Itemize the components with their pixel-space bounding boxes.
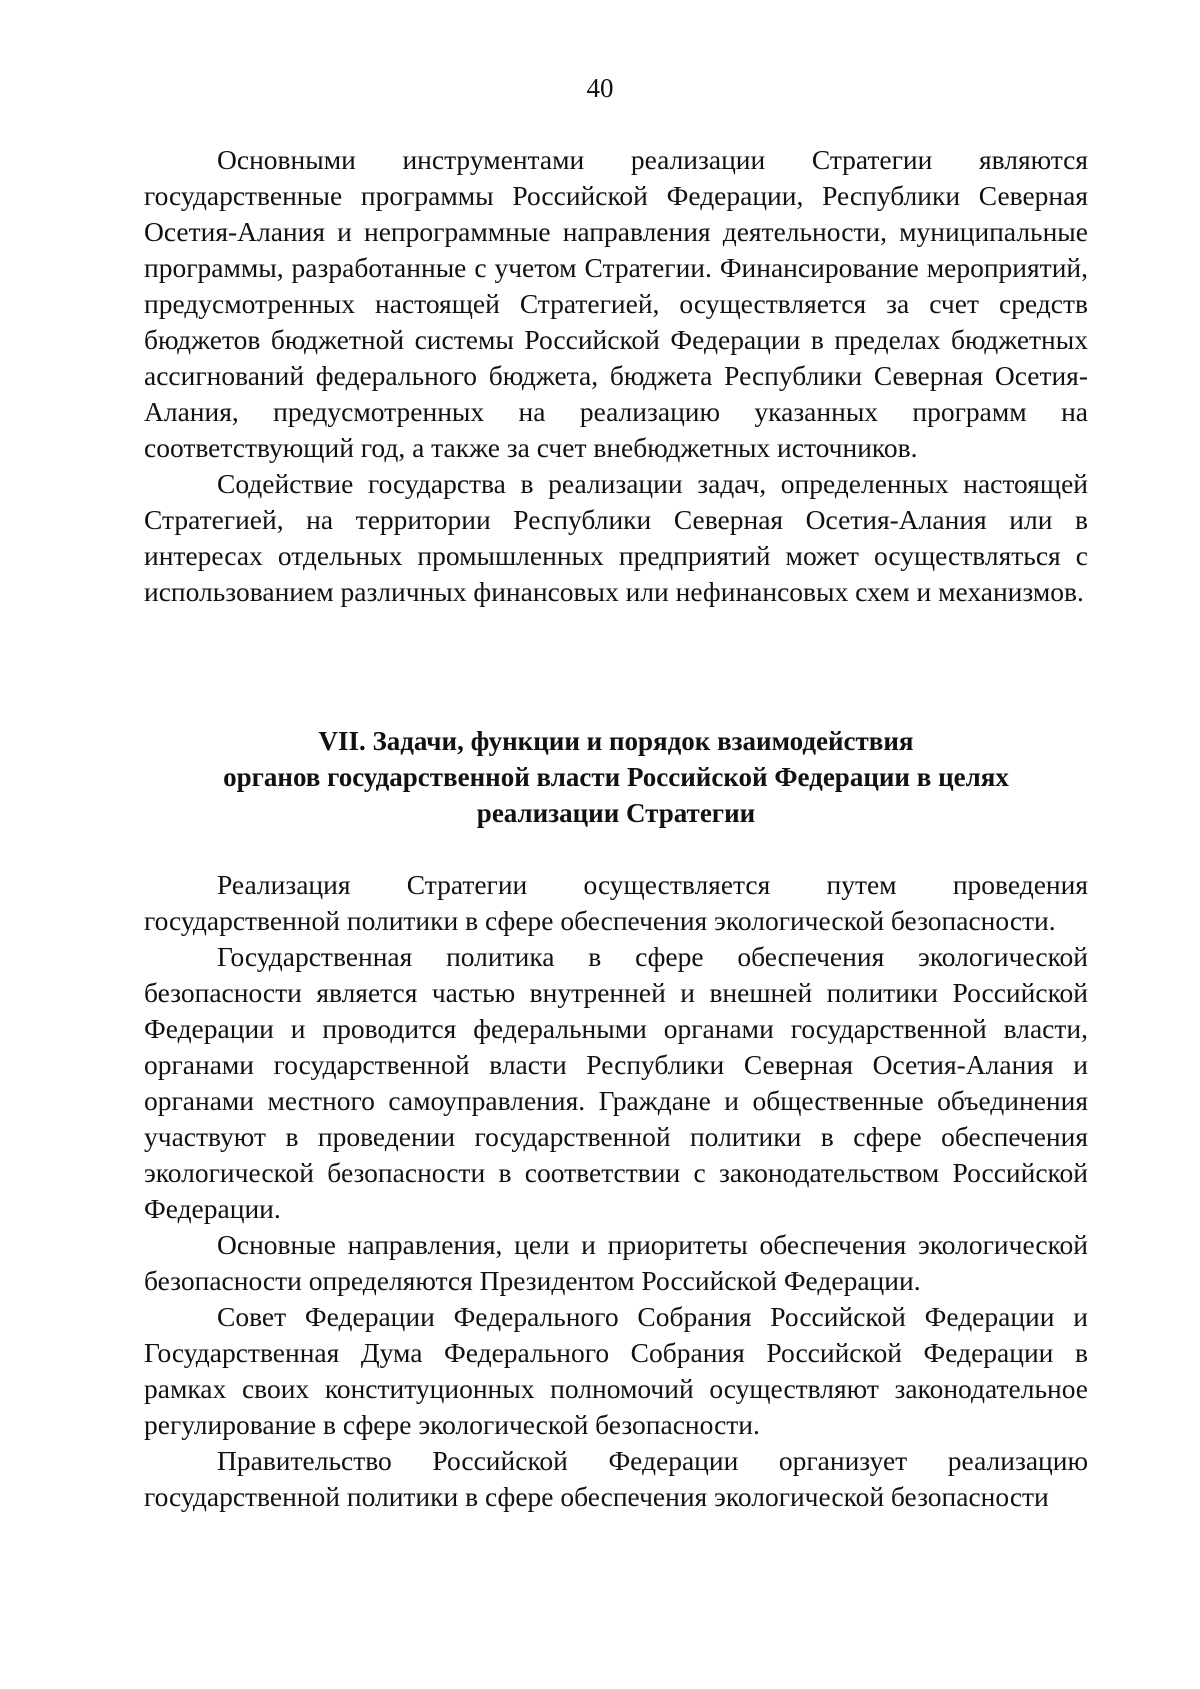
paragraph-implementation: Реализация Стратегии осуществляется путем проведения государственной политики в сфере обеспечения экологической безопасности. [144, 869, 1088, 936]
page-number: 40 [586, 73, 614, 103]
paragraph-federal-assembly: Совет Федерации Федерального Собрания Российской Федерации и Государственная Дума Федерального Собрания Российской Федерации в рамках своих конституционных полномочий осуществляют законодательное регулирование в сфере экологической безопасности. [144, 1301, 1088, 1440]
paragraph-president: Основные направления, цели и приоритеты обеспечения экологической безопасности определяются Президентом Российской Федерации. [144, 1229, 1088, 1296]
paragraph-instruments: Основными инструментами реализации Стратегии являются государственные программы Российской Федерации, Республики Северная Осетия-Алания и непрограммные направления деятельности, муниципальные программы, разработанные с учетом Стратегии. Финансирование мероприятий, предусмотренных настоящей Стратегией, осуществляется за счет средств бюджетов бюджетной системы Российской Федерации в пределах бюджетных ассигнований федерального бюджета, бюджета Республики Северная Осетия-Алания, предусмотренных на реализацию указанных программ на соответствующий год, а также за счет внебюджетных источников. [144, 144, 1088, 463]
section-heading [144, 723, 1088, 831]
section-heading-line-2: органов государственной власти Российской Федерации в целях [223, 762, 1009, 792]
paragraph-state-policy: Государственная политика в сфере обеспечения экологической безопасности является частью внутренней и внешней политики Российской Федерации и проводится федеральными органами государственной власти, органами государственной власти Республики Северная Осетия-Алания и органами местного самоуправления. Граждане и общественные объединения участвуют в проведении государственной политики в сфере обеспечения экологической безопасности в соответствии с законодательством Российской Федерации. [144, 941, 1088, 1224]
section-heading-line-1: VII. Задачи, функции и порядок взаимодействия [318, 726, 914, 756]
paragraph-state-support: Содействие государства в реализации задач, определенных настоящей Стратегией, на территории Республики Северная Осетия-Алания или в интересах отдельных промышленных предприятий может осуществляться с использованием различных финансовых или нефинансовых схем и механизмов. [144, 468, 1088, 607]
paragraph-government: Правительство Российской Федерации организует реализацию государственной политики в сфере обеспечения экологической безопасности [144, 1445, 1088, 1512]
body-text-bottom [144, 867, 1088, 1515]
section-heading-line-3: реализации Стратегии [476, 798, 756, 828]
body-text-top [144, 142, 1088, 610]
